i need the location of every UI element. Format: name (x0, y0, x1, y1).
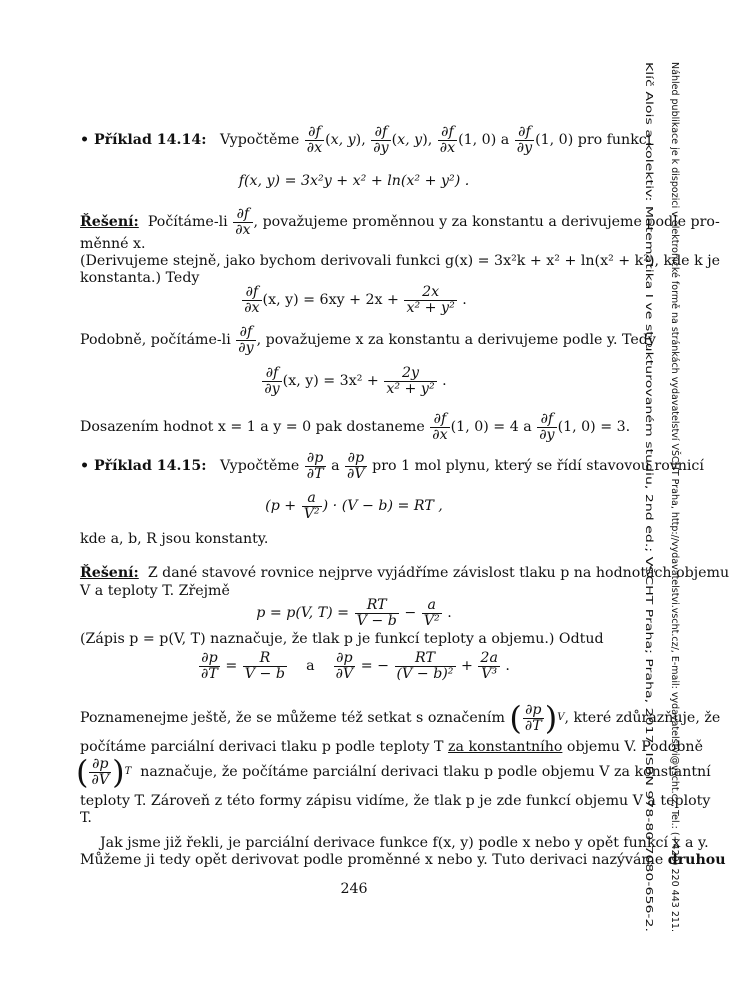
solution-1-line5: Podobně, počítáme-li $\frac{\partial f}{\partial y}$ , považujeme x za konstantu a derivujeme podle y. Tedy (80, 323, 656, 356)
partial-derivatives: $\frac{\partial p}{\partial T}$ = $\frac{R}{V - b}$ a $\frac{\partial p}{\partial V}$ = − $\frac{RT}{\text{(V − b)²}}$ + $\frac{2a}{\text{V³}}$ . (201, 649, 510, 682)
fraction: $\frac{\partial f}{\partial x}$ (306, 123, 323, 156)
result-dfdx: $\frac{\partial f}{\partial x}$ (x, y) = 6xy + 2x + $\frac{2x}{\text{x² + y²}}$ . (244, 283, 467, 316)
page-number: 246 (340, 881, 368, 897)
paragraph-line2: Můžeme ji tedy opět derivovat podle proměnné x nebo y. Tuto derivaci nazýváme druhou (80, 852, 726, 868)
and-word: a (500, 132, 510, 148)
solution-2-line3: (Zápis p = p(V, T) naznačuje, že tlak p je funkcí teploty a objemu.) Odtud (80, 631, 604, 647)
solution-2-line2: V a teploty T. Zřejmě (80, 583, 230, 599)
fraction: $\frac{\partial f}{\partial x}$ (235, 205, 251, 238)
solution-1-line1: Řešení: Počítáme-li $\frac{\partial f}{\partial x}$ , považujeme proměnnou y za konstantu a derivujeme podle pro- (80, 205, 720, 238)
constants-line: kde a, b, R jsou konstanty. (80, 531, 269, 547)
example-intro: Vypočtěme (220, 132, 300, 148)
function-formula: f(x, y) = 3x²y + x² + ln(x² + y²) . (238, 173, 470, 189)
solution-2-line6: ( ∂p ∂V ) T naznačuje, že počítáme parciální derivaci tlaku p podle objemu V za konstantní (76, 753, 711, 791)
example-label: • Příklad 14.14: (80, 132, 207, 148)
for-function-text: pro funkci (577, 132, 652, 148)
state-equation: (p + $\frac{a}{\text{V²}}$ ) · (V − b) = RT , (265, 489, 443, 522)
solution-1-line4: konstanta.) Tedy (80, 270, 200, 286)
fraction: $\frac{\partial f}{\partial y}$ (516, 123, 533, 156)
fraction: $\frac{\partial f}{\partial y}$ (373, 123, 389, 156)
solution-2-line4: Poznamenejme ještě, že se můžeme též setkat s označením ( ∂p ∂T ) V , které zdůrazňuje, že (80, 699, 721, 737)
example-14-15: • Příklad 14.15: Vypočtěme $\frac{\partial p}{\partial T}$ a $\frac{\partial p}{\partial V}$ pro 1 mol plynu, který se řídí stavovou rovnicí (80, 449, 704, 482)
solution-2-line1: Řešení: Z dané stavové rovnice nejprve vyjádříme závislost tlaku p na hodnotách objemu (80, 565, 729, 581)
solution-label: Řešení: (80, 214, 139, 230)
solution-1-line2: měnné x. (80, 236, 146, 252)
side-note-line1: Klíč Alois a kolektiv: Matematika I ve strukturovaném studiu, 2nd ed.; VŠCHT Praha; Praha, 2017, ISBN 978-80-7080-656-2. (643, 62, 654, 636)
solution-2-line5: počítáme parciální derivaci tlaku p podle teploty T za konstantního objemu V. Podobně (80, 739, 703, 755)
solution-1-line3: (Derivujeme stejně, jako bychom derivovali funkci g(x) = 3x²k + x² + ln(x² + k²), kde k je (80, 253, 720, 269)
pressure-equation: p = p(V, T) = $\frac{RT}{V - b}$ − $\frac{a}{\text{V²}}$ . (256, 596, 452, 629)
solution-2-line7: teploty T. Zároveň z této formy zápisu vidíme, že tlak p je zde funkcí objemu V a teploty (80, 793, 711, 809)
result-dfdy: $\frac{\partial f}{\partial y}$ (x, y) = 3x² + $\frac{2y}{\text{x² + y²}}$ . (264, 364, 447, 397)
solution-1-line6: Dosazením hodnot x = 1 a y = 0 pak dostaneme $\frac{\partial f}{\partial x}$ (1, 0) = 4 a $\frac{\partial f}{\partial y}$ (1, 0) = 3. (80, 410, 631, 443)
paragraph-line1: Jak jsme již řekli, je parciální derivace funkce f(x, y) podle x nebo y opět funkcí x a y. (100, 835, 709, 851)
fraction: $\frac{\partial f}{\partial x}$ (439, 123, 456, 156)
solution-2-line8: T. (80, 810, 92, 826)
example-14-14: • Příklad 14.14: Vypočtěme $\frac{\partial f}{\partial x}$ (x, y), $\frac{\partial f}{\partial y}$ (x, y), $\frac{\partial f}{\partial x}$ (1, 0) a $\frac{\partial f}{\partial y}$ (1, 0) pro funkci (80, 123, 652, 156)
side-note-line2: Náhled publikace je k dispozici v elektronické formě na stránkách vydavatelství VŠCHT Praha, http://vydavatelstvi.vscht.cz/, E-mail: vydavatelstvi@vscht.cz, Tel.: (+420) 220 443 211. (669, 62, 680, 913)
